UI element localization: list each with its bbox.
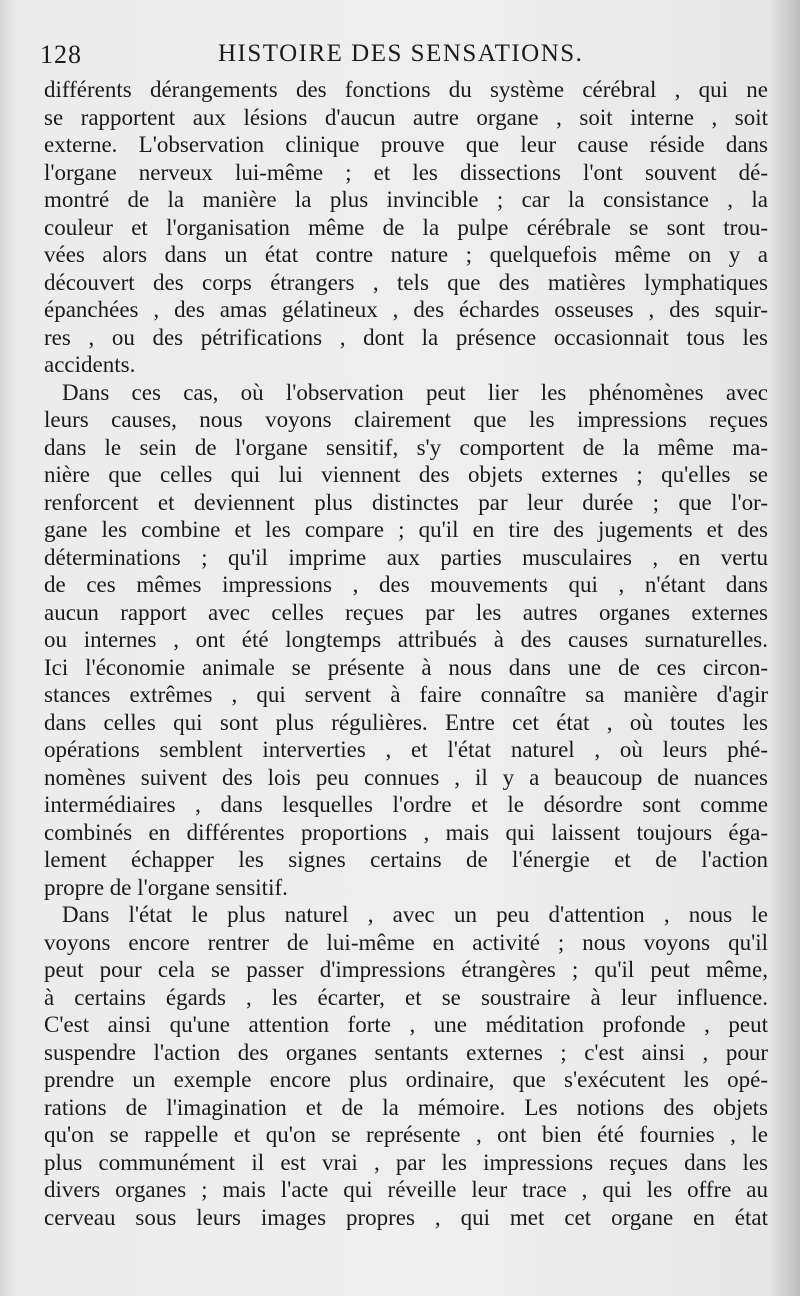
text-line: stances extrêmes , qui servent à faire connaître sa manière d'agir xyxy=(44,682,768,707)
text-line: plus communément il est vrai , par les impressions reçues dans les xyxy=(44,1149,768,1175)
text-line: épanchées , des amas gélatineux , des échardes osseuses , des squir- xyxy=(44,297,768,322)
text-line: Dans l'état le plus naturel , avec un peu d'attention , nous le xyxy=(62,902,768,927)
text-line: rations de l'imagination et de la mémoire. Les notions des objets xyxy=(44,1094,768,1120)
text-line: qu'on se rappelle et qu'on se représente , ont bien été fournies , le xyxy=(44,1122,768,1147)
text-line: vées alors dans un état contre nature ; quelquefois même on y a xyxy=(44,242,768,267)
text-line: divers organes ; mais l'acte qui réveille leur trace , qui les offre au xyxy=(44,1177,768,1202)
paragraph xyxy=(44,76,768,379)
text-line: nière que celles qui lui viennent des objets externes ; qu'elles se xyxy=(44,462,768,487)
text-line: dans celles qui sont plus régulières. Entre cet état , où toutes les xyxy=(44,709,768,735)
text-body xyxy=(44,76,768,1231)
text-line: de ces mêmes impressions , des mouvements qui , n'étant dans xyxy=(44,572,768,597)
text-line: C'est ainsi qu'une attention forte , une méditation profonde , peut xyxy=(44,1012,768,1037)
text-line: peut pour cela se passer d'impressions étrangères ; qu'il peut même, xyxy=(44,957,768,982)
text-line: voyons encore rentrer de lui-même en activité ; nous voyons qu'il xyxy=(44,929,768,955)
text-line: déterminations ; qu'il imprime aux parties musculaires , en vertu xyxy=(44,544,768,570)
text-line: propre de l'organe sensitif. xyxy=(44,874,288,900)
text-line: combinés en différentes proportions , mais qui laissent toujours éga- xyxy=(44,819,768,845)
text-line: externe. L'observation clinique prouve que leur cause réside dans xyxy=(44,132,768,157)
text-line: accidents. xyxy=(44,352,136,377)
text-line: ou internes , ont été longtemps attribués à des causes surnaturelles. xyxy=(44,627,768,652)
text-line: différents dérangements des fonctions du système cérébral , qui ne xyxy=(44,77,768,102)
text-line: renforcent et deviennent plus distinctes par leur durée ; que l'or- xyxy=(44,489,768,515)
text-line: leurs causes, nous voyons clairement que les impressions reçues xyxy=(44,407,768,432)
text-line: res , ou des pétrifications , dont la présence occasionnait tous les xyxy=(44,324,768,350)
text-line: opérations semblent interverties , et l'état naturel , où leurs phé- xyxy=(44,737,768,762)
text-line: intermédiaires , dans lesquelles l'ordre et le désordre sont comme xyxy=(44,792,768,817)
text-line: couleur et l'organisation même de la pulpe cérébrale se sont trou- xyxy=(44,214,768,240)
paragraph xyxy=(44,901,768,1231)
running-head xyxy=(40,40,776,74)
text-line: à certains égards , les écarter, et se soustraire à leur influence. xyxy=(44,984,768,1010)
text-line: se rapportent aux lésions d'aucun autre organe , soit interne , soit xyxy=(44,104,768,130)
text-line: aucun rapport avec celles reçues par les autres organes externes xyxy=(44,599,768,625)
book-title: HISTOIRE DES SENSATIONS. xyxy=(218,40,584,67)
text-line: lement échapper les signes certains de l'énergie et de l'action xyxy=(44,847,768,872)
text-line: nomènes suivent des lois peu connues , il y a beaucoup de nuances xyxy=(44,764,768,790)
text-line: cerveau sous leurs images propres , qui met cet organe en état xyxy=(44,1204,768,1230)
text-line: prendre un exemple encore plus ordinaire, que s'exécutent les opé- xyxy=(44,1067,768,1092)
text-line: montré de la manière la plus invincible ; car la consistance , la xyxy=(44,187,768,212)
text-line: Dans ces cas, où l'observation peut lier les phénomènes avec xyxy=(62,379,768,405)
text-line: l'organe nerveux lui-même ; et les dissections l'ont souvent dé- xyxy=(44,159,768,185)
text-line: gane les combine et les compare ; qu'il en tire des jugements et des xyxy=(44,517,768,542)
paragraph xyxy=(44,379,768,902)
text-line: dans le sein de l'organe sensitif, s'y comportent de la même ma- xyxy=(44,434,768,460)
text-line: suspendre l'action des organes sentants externes ; c'est ainsi , pour xyxy=(44,1039,768,1065)
page-number: 128 xyxy=(40,40,82,69)
text-line: Ici l'économie animale se présente à nous dans une de ces circon- xyxy=(44,654,768,680)
text-line: découvert des corps étrangers , tels que des matières lymphatiques xyxy=(44,269,768,295)
